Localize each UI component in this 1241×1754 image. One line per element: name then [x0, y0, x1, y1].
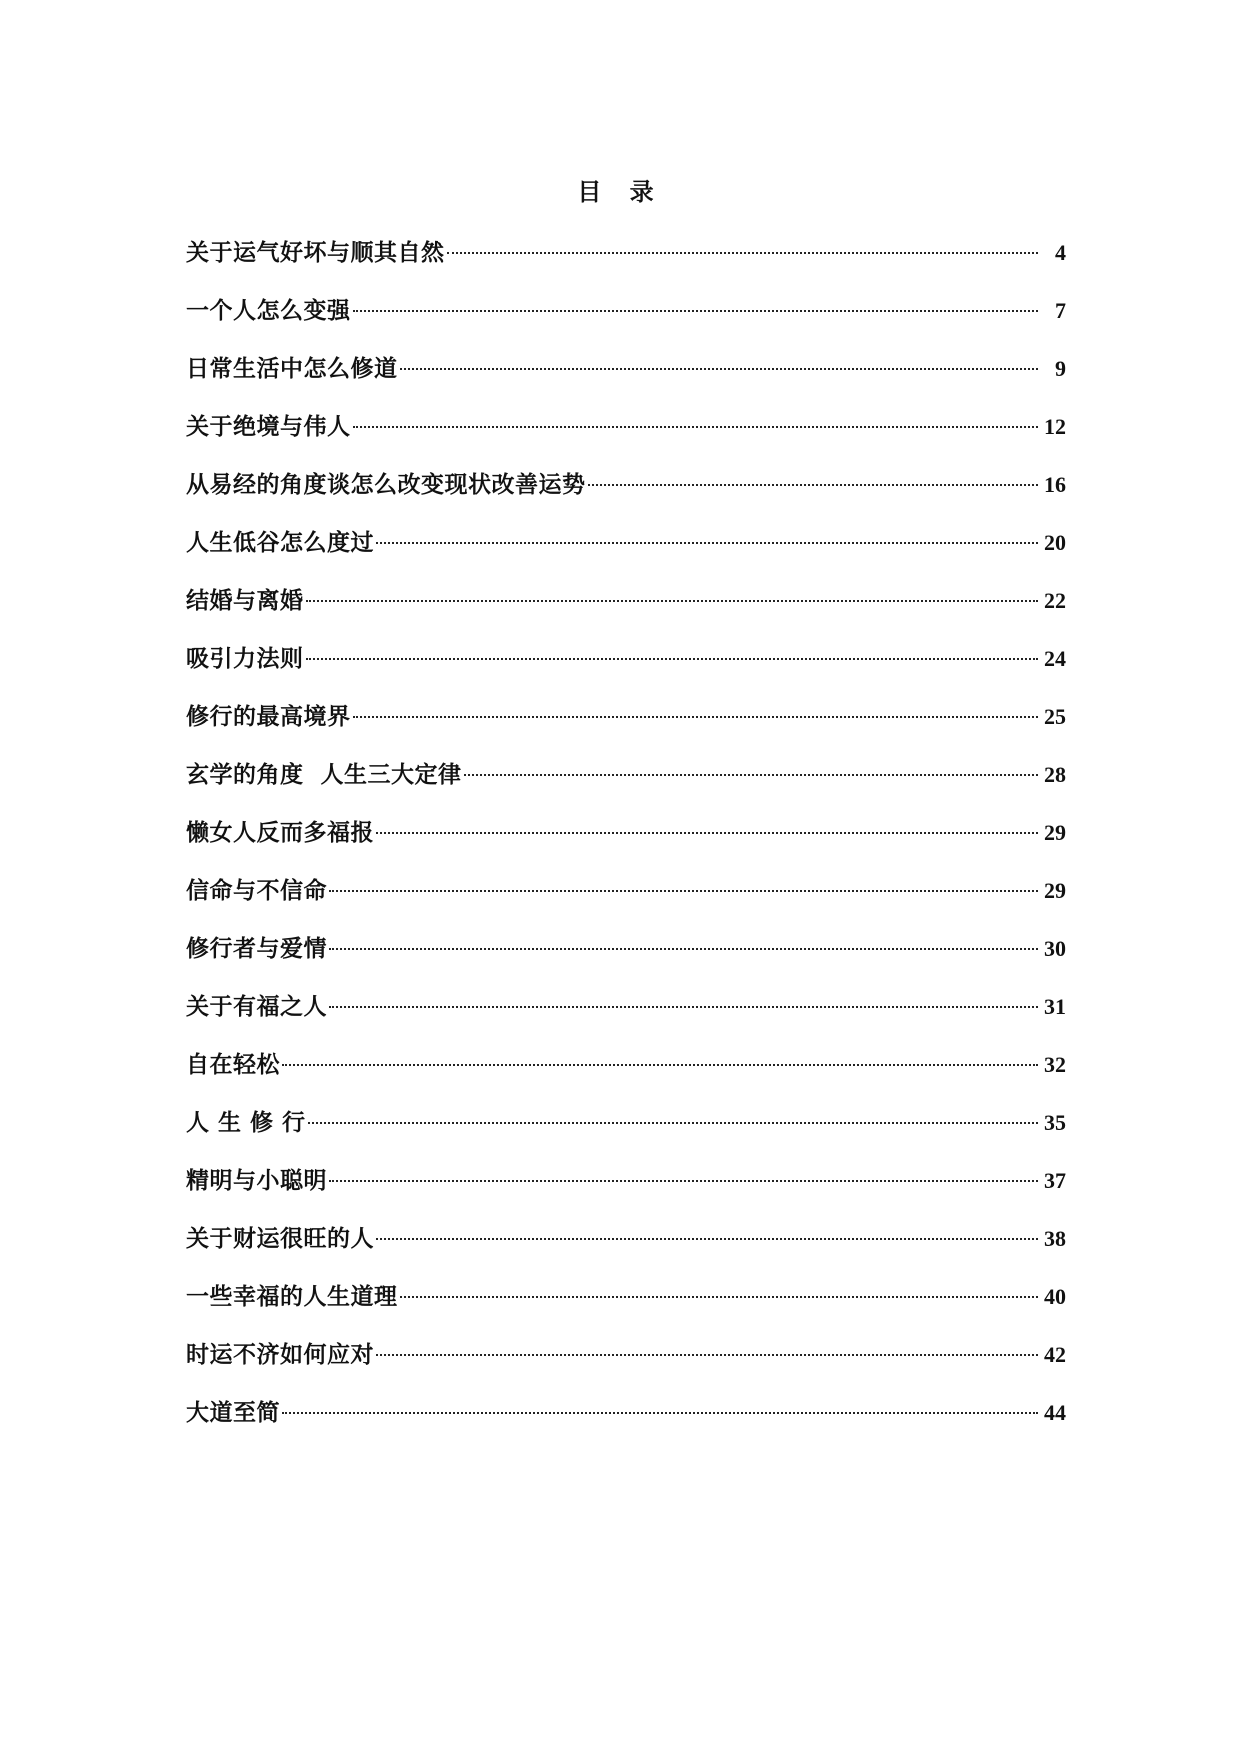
- dot-leader: [400, 1296, 1039, 1298]
- dot-leader: [376, 832, 1038, 834]
- dot-leader: [329, 1180, 1038, 1182]
- toc-entry[interactable]: [186, 1396, 1066, 1454]
- toc-entry-title: 自在轻松: [186, 1052, 280, 1078]
- toc-entry[interactable]: [186, 468, 1066, 526]
- toc-entry-title: 大道至简: [186, 1400, 280, 1426]
- toc-entry-title: 精明与小聪明: [186, 1168, 327, 1194]
- dot-leader: [447, 252, 1039, 254]
- dot-leader: [306, 658, 1039, 660]
- dot-leader: [308, 1122, 1038, 1124]
- toc-entry[interactable]: [186, 294, 1066, 352]
- toc-entry-title: 懒女人反而多福报: [186, 820, 374, 846]
- toc-entry-title: 关于有福之人: [186, 994, 327, 1020]
- toc-entry-page: 22: [1044, 588, 1066, 613]
- toc-entry[interactable]: [186, 1338, 1066, 1396]
- toc-entry[interactable]: [186, 874, 1066, 932]
- toc-entry-page: 38: [1044, 1226, 1066, 1251]
- dot-leader: [464, 774, 1038, 776]
- toc-entry-title: 人生低谷怎么度过: [186, 530, 374, 556]
- toc-entry-page: 29: [1044, 878, 1066, 903]
- toc-entry[interactable]: [186, 642, 1066, 700]
- dot-leader: [588, 484, 1039, 486]
- toc-entry-page: 9: [1055, 356, 1066, 381]
- toc-entry-page: 24: [1044, 646, 1066, 671]
- toc-entry[interactable]: [186, 700, 1066, 758]
- toc-entry-page: 30: [1044, 936, 1066, 961]
- toc-entry-title: 修行者与爱情: [186, 936, 327, 962]
- toc-entry-title: 日常生活中怎么修道: [186, 356, 398, 382]
- toc-entry-page: 44: [1044, 1400, 1066, 1425]
- toc-entry[interactable]: [186, 1106, 1066, 1164]
- toc-entry-title: 一些幸福的人生道理: [186, 1284, 398, 1310]
- toc-entry-title: 修行的最高境界: [186, 704, 351, 730]
- dot-leader: [353, 310, 1039, 312]
- toc-entry-page: 28: [1044, 762, 1066, 787]
- toc-entry-page: 16: [1044, 472, 1066, 497]
- dot-leader: [282, 1064, 1038, 1066]
- toc-entry[interactable]: [186, 236, 1066, 294]
- toc-entry-title: 关于绝境与伟人: [186, 414, 351, 440]
- toc-entry[interactable]: [186, 352, 1066, 410]
- dot-leader: [329, 890, 1038, 892]
- toc-entry[interactable]: [186, 526, 1066, 584]
- toc-entry-page: 35: [1044, 1110, 1066, 1135]
- toc-entry[interactable]: [186, 932, 1066, 990]
- toc-entry-page: 37: [1044, 1168, 1066, 1193]
- toc-entry-page: 4: [1055, 240, 1066, 265]
- toc-entry[interactable]: [186, 816, 1066, 874]
- toc-entry[interactable]: [186, 758, 1066, 816]
- toc-entry[interactable]: [186, 584, 1066, 642]
- toc-entry-title: 吸引力法则: [186, 646, 304, 672]
- toc-entry-page: 32: [1044, 1052, 1066, 1077]
- toc-heading: 目 录: [577, 178, 664, 206]
- toc-entry[interactable]: [186, 990, 1066, 1048]
- dot-leader: [329, 948, 1038, 950]
- dot-leader: [400, 368, 1039, 370]
- toc-entry-title: 时运不济如何应对: [186, 1342, 374, 1368]
- toc-entry-page: 29: [1044, 820, 1066, 845]
- toc-entry[interactable]: [186, 1048, 1066, 1106]
- toc-list: [186, 236, 1066, 1454]
- dot-leader: [329, 1006, 1038, 1008]
- toc-entry-page: 20: [1044, 530, 1066, 555]
- toc-entry-page: 7: [1055, 298, 1066, 323]
- toc-entry-title: 关于财运很旺的人: [186, 1226, 374, 1252]
- toc-entry-page: 12: [1044, 414, 1066, 439]
- dot-leader: [282, 1412, 1038, 1414]
- toc-entry-page: 40: [1044, 1284, 1066, 1309]
- dot-leader: [376, 542, 1038, 544]
- dot-leader: [353, 716, 1039, 718]
- toc-entry-title: 关于运气好坏与顺其自然: [186, 240, 445, 266]
- toc-entry-page: 31: [1044, 994, 1066, 1019]
- toc-entry-page: 42: [1044, 1342, 1066, 1367]
- toc-entry-title: 结婚与离婚: [186, 588, 304, 614]
- toc-entry-page: 25: [1044, 704, 1066, 729]
- dot-leader: [306, 600, 1039, 602]
- dot-leader: [376, 1354, 1038, 1356]
- toc-entry[interactable]: [186, 1164, 1066, 1222]
- toc-entry[interactable]: [186, 1222, 1066, 1280]
- toc-entry[interactable]: [186, 1280, 1066, 1338]
- dot-leader: [353, 426, 1039, 428]
- toc-entry-title: 玄学的角度 人生三大定律: [186, 762, 462, 788]
- toc-entry-title: 信命与不信命: [186, 878, 327, 904]
- toc-entry-title: 人 生 修 行: [186, 1110, 306, 1136]
- toc-entry-title: 一个人怎么变强: [186, 298, 351, 324]
- toc-entry[interactable]: [186, 410, 1066, 468]
- toc-entry-title: 从易经的角度谈怎么改变现状改善运势: [186, 472, 586, 498]
- dot-leader: [376, 1238, 1038, 1240]
